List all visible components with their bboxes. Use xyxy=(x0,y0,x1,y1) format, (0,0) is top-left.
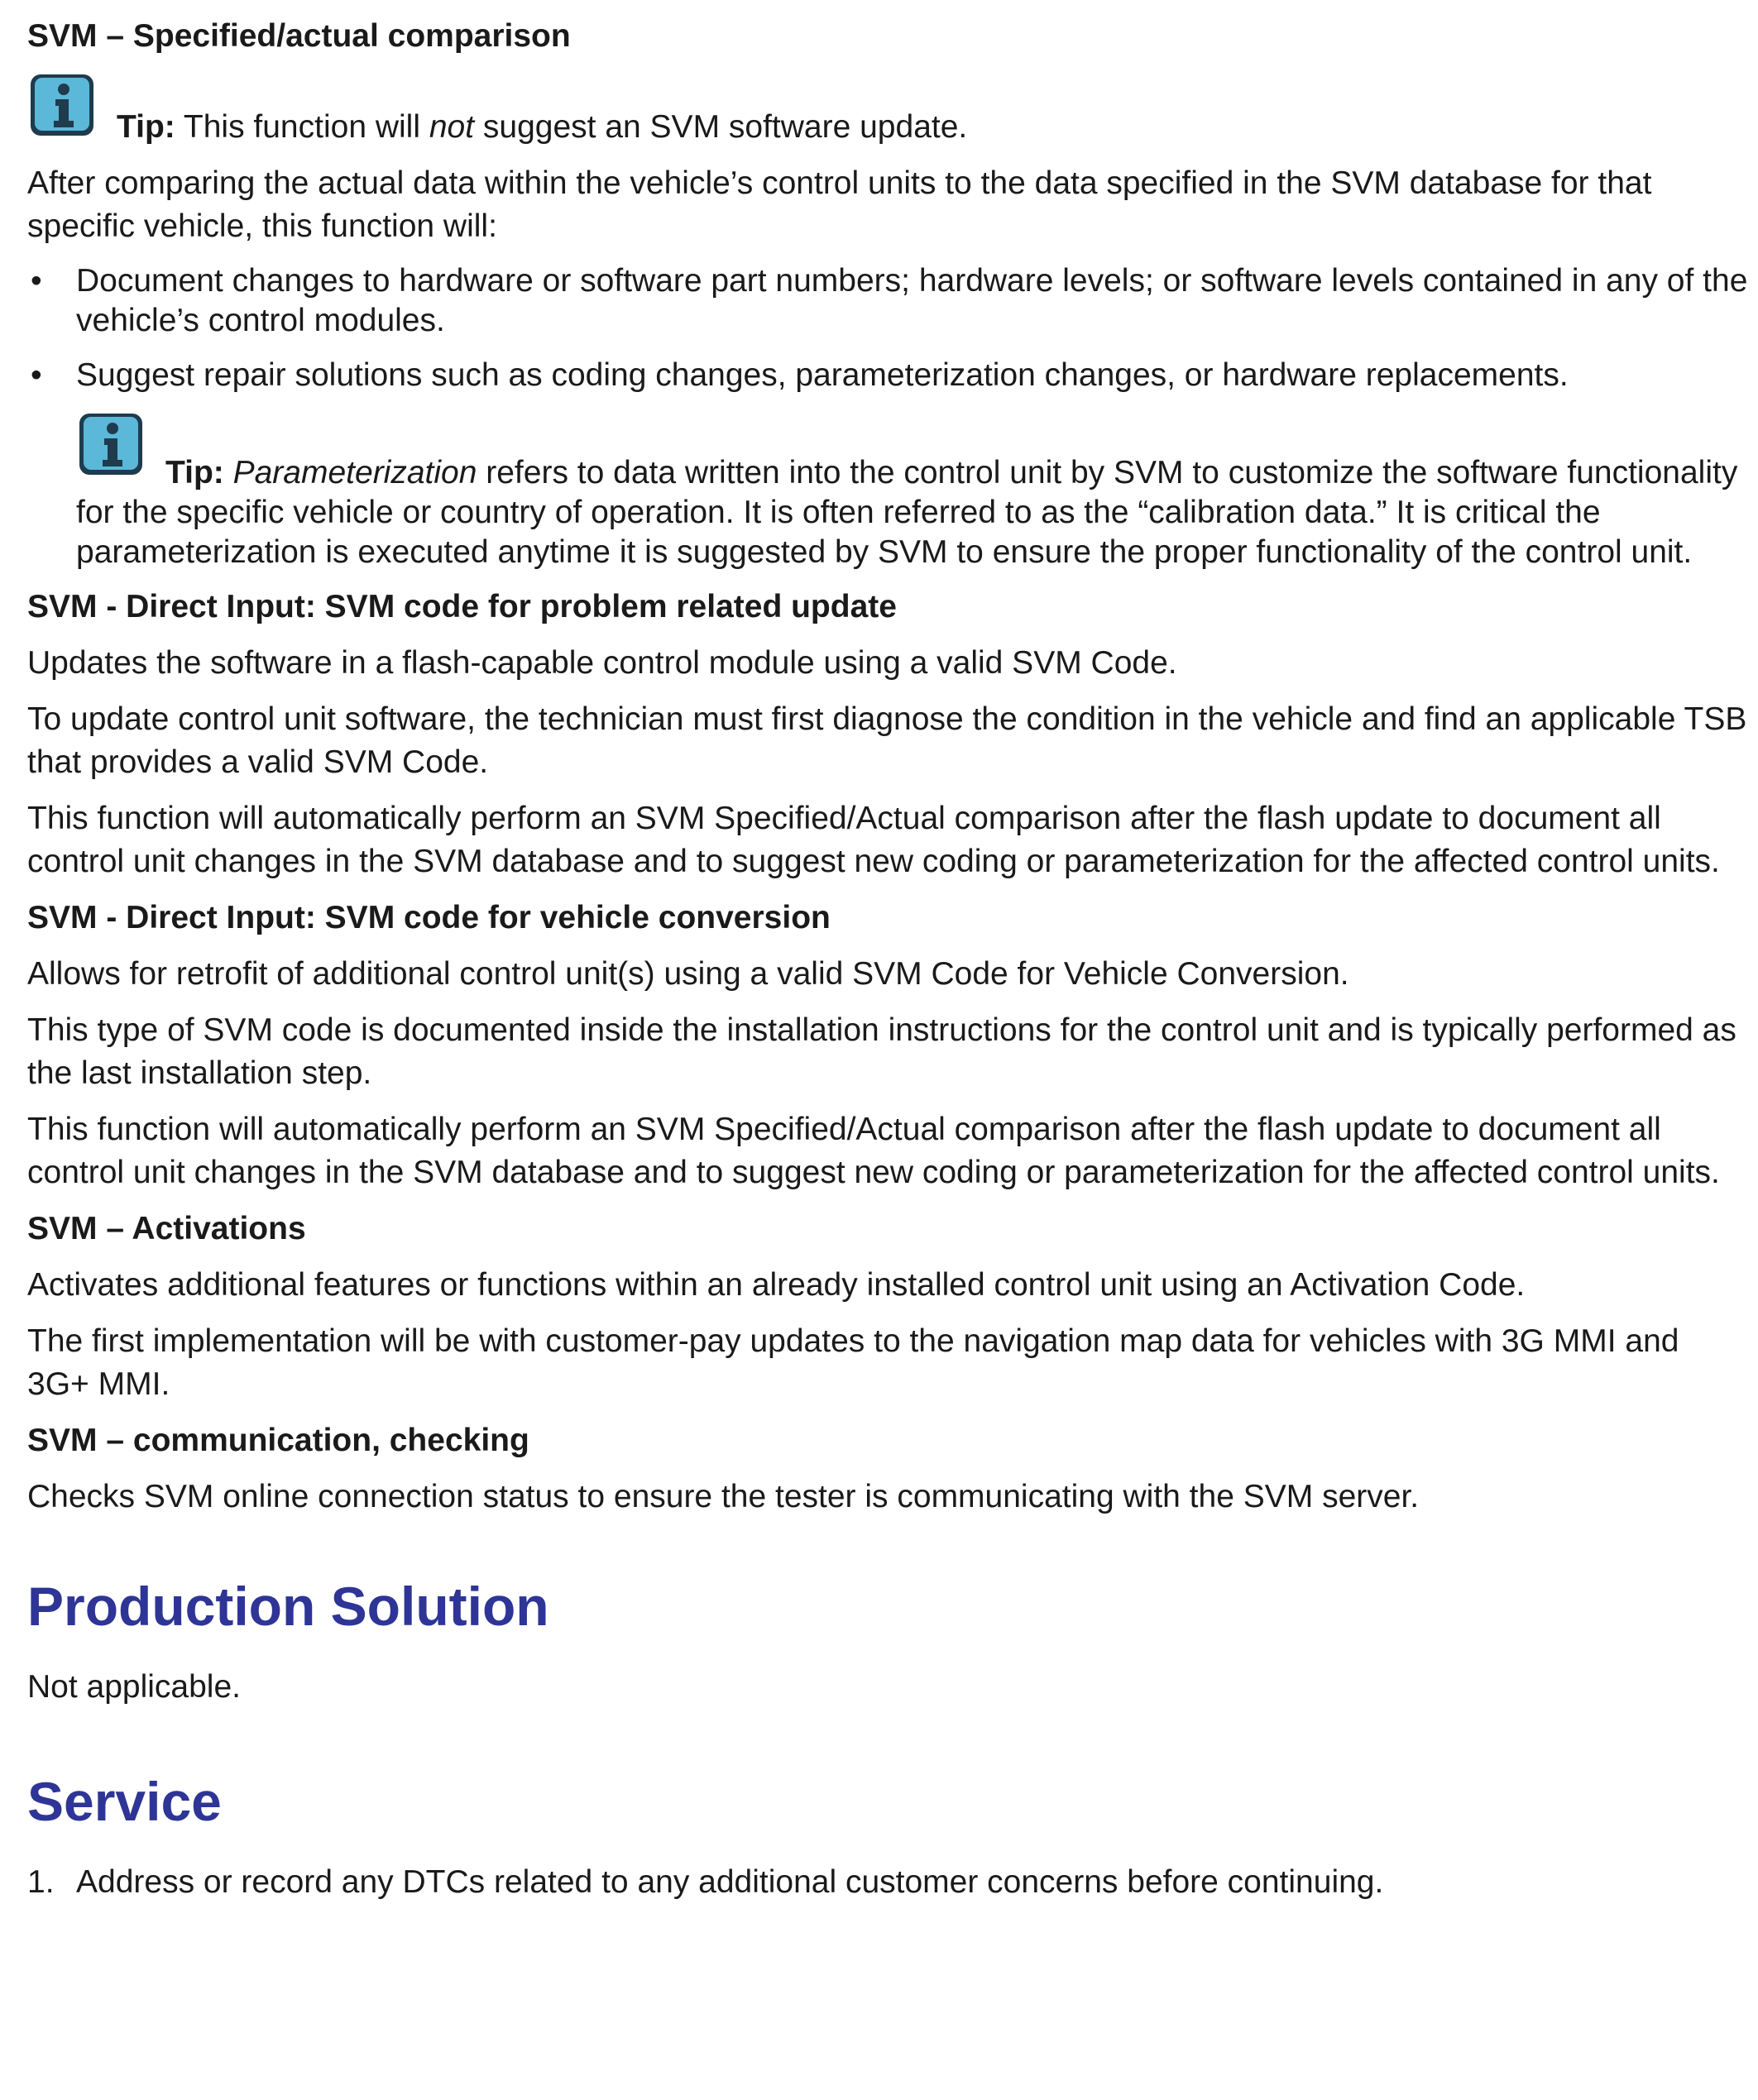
tip-text-a: This function will xyxy=(175,109,429,145)
paragraph: This type of SVM code is documented inside the installation instructions for the control unit and is typically performed as the last installation step. xyxy=(27,1012,1736,1091)
heading-direct-problem: SVM - Direct Input: SVM code for problem related update xyxy=(27,589,897,624)
paragraph: This function will automatically perform an SVM Specified/Actual comparison after the flash update to document all control unit changes in the SVM database and to suggest new coding or parameterization for the affected control units. xyxy=(27,801,1720,879)
step-number: 1. xyxy=(27,1864,55,1900)
tip-label: Tip: xyxy=(165,455,224,490)
list-item-text: Suggest repair solutions such as coding changes, parameterization changes, or hardware replacements. xyxy=(76,357,1569,393)
paragraph: Updates the software in a flash-capable control module using a valid SVM Code. xyxy=(27,645,1177,681)
intro-paragraph: After comparing the actual data within the vehicle’s control units to the data specified in the SVM database for that specific vehicle, this function will: xyxy=(27,165,1652,244)
info-icon xyxy=(27,71,97,139)
paragraph: This function will automatically perform an SVM Specified/Actual comparison after the flash update to document all control unit changes in the SVM database and to suggest new coding or parameterization for the affected control units. xyxy=(27,1112,1720,1190)
paragraph: The first implementation will be with customer-pay updates to the navigation map data for vehicles with 3G MMI and 3G+ MMI. xyxy=(27,1323,1679,1402)
tip-text: refers to data written into the control unit by SVM to customize the software functionality for the specific vehicle or country of operation. It is often referred to as the “calibration data.” It is critical the parameterization is executed anytime it is suggested by SVM to ensure the proper functionality of the control unit. xyxy=(76,455,1738,570)
service-steps xyxy=(27,1861,1748,1904)
bullet-list xyxy=(27,261,1748,395)
tip-no-update xyxy=(27,71,1748,149)
list-item xyxy=(27,261,1748,341)
list-item xyxy=(27,1861,1748,1904)
section-title-production: Production Solution xyxy=(27,1576,549,1637)
list-item xyxy=(27,356,1748,395)
heading-direct-conversion: SVM - Direct Input: SVM code for vehicle conversion xyxy=(27,900,831,935)
bullet-marker: • xyxy=(31,357,42,393)
tip-label: Tip: xyxy=(117,109,175,145)
tip-parameterization xyxy=(76,410,1748,572)
heading-specified-actual: SVM – Specified/actual comparison xyxy=(27,18,571,54)
tip-text-emphasis: not xyxy=(429,109,475,145)
paragraph: To update control unit software, the technician must first diagnose the condition in the vehicle and find an applicable TSB that provides a valid SVM Code. xyxy=(27,701,1747,780)
list-item-text: Document changes to hardware or software part numbers; hardware levels; or software levels contained in any of the vehicle’s control modules. xyxy=(76,263,1748,338)
paragraph: Activates additional features or functions within an already installed control unit using an Activation Code. xyxy=(27,1267,1526,1303)
paragraph: Allows for retrofit of additional control unit(s) using a valid SVM Code for Vehicle Conversion. xyxy=(27,956,1349,992)
paragraph: Not applicable. xyxy=(27,1669,241,1705)
bullet-marker: • xyxy=(31,263,42,299)
step-text: Address or record any DTCs related to any additional customer concerns before continuing. xyxy=(76,1864,1384,1900)
paragraph: Checks SVM online connection status to ensure the tester is communicating with the SVM server. xyxy=(27,1479,1420,1514)
heading-communication: SVM – communication, checking xyxy=(27,1423,529,1458)
document-page xyxy=(27,15,1748,1904)
heading-activations: SVM – Activations xyxy=(27,1211,306,1246)
tip-text-b: suggest an SVM software update. xyxy=(474,109,968,145)
tip-text-emphasis: Parameterization xyxy=(232,455,477,490)
info-icon xyxy=(76,410,146,478)
tip-body xyxy=(76,410,1748,572)
section-title-service: Service xyxy=(27,1771,222,1832)
